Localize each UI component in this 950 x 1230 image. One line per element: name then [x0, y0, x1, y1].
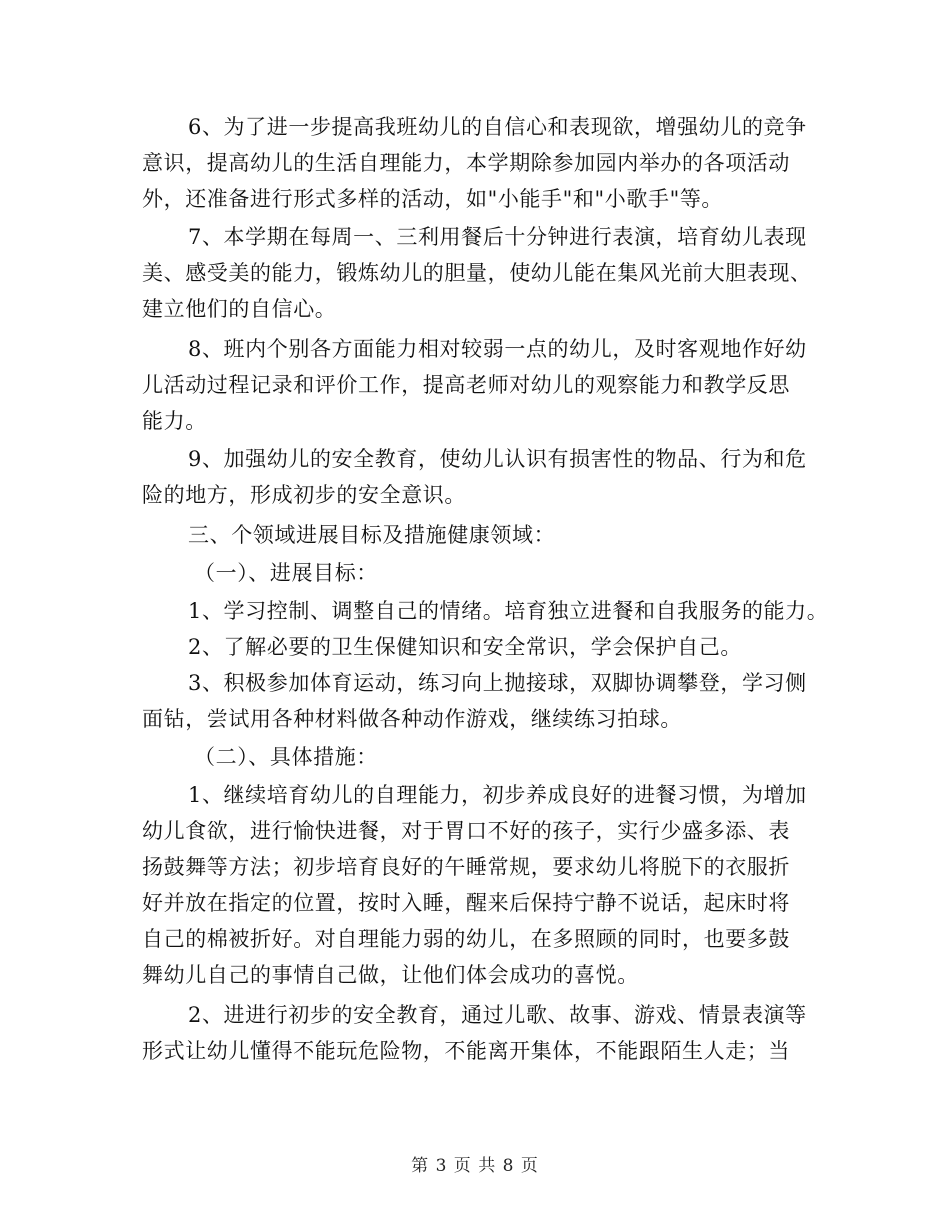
- paragraph-line: 3、积极参加体育运动，练习向上抛接球，双脚协调攀登，学习侧: [188, 671, 807, 695]
- paragraph-line: 幼儿食欲，进行愉快进餐，对于胃口不好的孩子，实行少盛多添、表: [142, 819, 790, 843]
- paragraph-line: 1、继续培育幼儿的自理能力，初步养成良好的进餐习惯，为增加: [188, 783, 807, 807]
- paragraph-line: 面钻，尝试用各种材料做各种动作游戏，继续练习拍球。: [142, 707, 682, 731]
- paragraph-line: 好并放在指定的位置，按时入睡，醒来后保持宁静不说话，起床时将: [142, 891, 790, 915]
- paragraph-line: 7、本学期在每周一、三利用餐后十分钟进行表演，培育幼儿表现: [188, 225, 807, 249]
- paragraph-line: 8、班内个别各方面能力相对较弱一点的幼儿，及时客观地作好幼: [188, 337, 807, 361]
- paragraph-line: 2、了解必要的卫生保健知识和安全常识，学会保护自己。: [188, 635, 742, 659]
- paragraph-line: 1、学习控制、调整自己的情绪。培育独立进餐和自我服务的能力。: [188, 599, 829, 623]
- paragraph-line: 舞幼儿自己的事情自己做，让他们体会成功的喜悦。: [142, 963, 639, 987]
- paragraph-line: 6、为了进一步提高我班幼儿的自信心和表现欲，增强幼儿的竞争: [188, 115, 807, 139]
- subsection-heading: （一）、进展目标：: [194, 561, 378, 585]
- paragraph-line: 儿活动过程记录和评价工作，提高老师对幼儿的观察能力和教学反思: [142, 373, 790, 397]
- paragraph-line: 扬鼓舞等方法；初步培育良好的午睡常规，要求幼儿将脱下的衣服折: [142, 855, 790, 879]
- subsection-heading: （二）、具体措施：: [194, 745, 378, 769]
- paragraph-line: 2、进进行初步的安全教育，通过儿歌、故事、游戏、情景表演等: [188, 1003, 807, 1027]
- paragraph-line: 能力。: [142, 409, 207, 433]
- paragraph-line: 险的地方，形成初步的安全意识。: [142, 483, 466, 507]
- paragraph-line: 美、感受美的能力，锻炼幼儿的胆量，使幼儿能在集风光前大胆表现、: [142, 261, 812, 285]
- paragraph-line: 自己的棉被折好。对自理能力弱的幼儿，在多照顾的同时，也要多鼓: [142, 927, 790, 951]
- paragraph-line: 建立他们的自信心。: [142, 297, 337, 321]
- paragraph-line: 外，还准备进行形式多样的活动，如"小能手"和"小歌手"等。: [142, 187, 724, 211]
- paragraph-line: 9、加强幼儿的安全教育，使幼儿认识有损害性的物品、行为和危: [188, 447, 807, 471]
- paragraph-line: 意识，提高幼儿的生活自理能力，本学期除参加园内举办的各项活动: [142, 151, 790, 175]
- page-number-footer: 第 3 页 共 8 页: [411, 1156, 539, 1176]
- paragraph-line: 形式让幼儿懂得不能玩危险物，不能离开集体，不能跟陌生人走；当: [142, 1039, 790, 1063]
- section-heading: 三、个领域进展目标及措施健康领域：: [188, 523, 556, 547]
